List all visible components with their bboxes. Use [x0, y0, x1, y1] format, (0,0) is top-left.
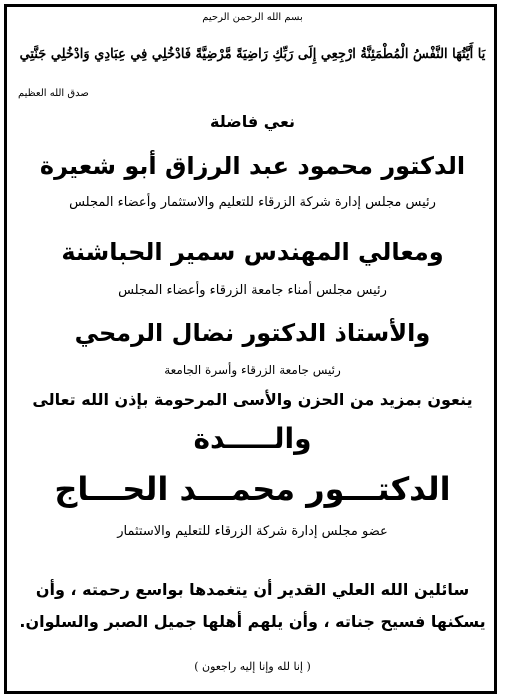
mourner-2-name: ومعالي المهندس سمير الحباشنة — [61, 238, 444, 266]
mourner-1-title: رئيس مجلس إدارة شركة الزرقاء للتعليم والاستثمار وأعضاء المجلس — [69, 195, 436, 210]
mourner-2-title: رئيس مجلس أمناء جامعة الزرقاء وأعضاء المجلس — [118, 283, 387, 298]
sadaq-allah: صدق الله العظيم — [18, 88, 89, 99]
mourner-1-name: الدكتور محمود عبد الرزاق أبو شعيرة — [39, 152, 466, 180]
mourner-3-name: والأستاذ الدكتور نضال الرمحي — [74, 319, 431, 347]
closing-verse: ( إنا لله وإنا إليه راجعون ) — [194, 660, 311, 673]
deceased-relative-name: الدكتـــور محمـــد الحـــاج — [54, 470, 451, 508]
basmala: بسم الله الرحمن الرحيم — [202, 12, 303, 23]
grief-line: ينعون بمزيد من الحزن والأسى المرحومة بإذن الله تعالى — [32, 390, 473, 409]
prayer-text: سائلين الله العلي القدير أن يتغمدها بواسع رحمته ، وأن يسكنها فسيح جناته ، وأن يلهم أهلها جميل الصبر والسلوان. — [19, 580, 486, 631]
deceased-relative-title: عضو مجلس إدارة شركة الزرقاء للتعليم والاستثمار — [117, 524, 388, 539]
quran-verse-calligraphy: يَا أَيَّتُهَا النَّفْسُ الْمُطْمَئِنَّةُ ارْجِعِي إِلَى رَبِّكِ رَاضِيَةً مَّرْضِيَّةً فَادْخُلِي فِي عِبَادِي وَادْخُلِي جَنَّتِي — [19, 46, 486, 63]
mourner-3-title: رئيس جامعة الزرقاء وأسرة الجامعة — [164, 363, 341, 377]
relation-word: والـــــدة — [193, 422, 312, 455]
notice-heading: نعي فاضلة — [210, 112, 295, 131]
obituary-notice — [10, 8, 495, 692]
